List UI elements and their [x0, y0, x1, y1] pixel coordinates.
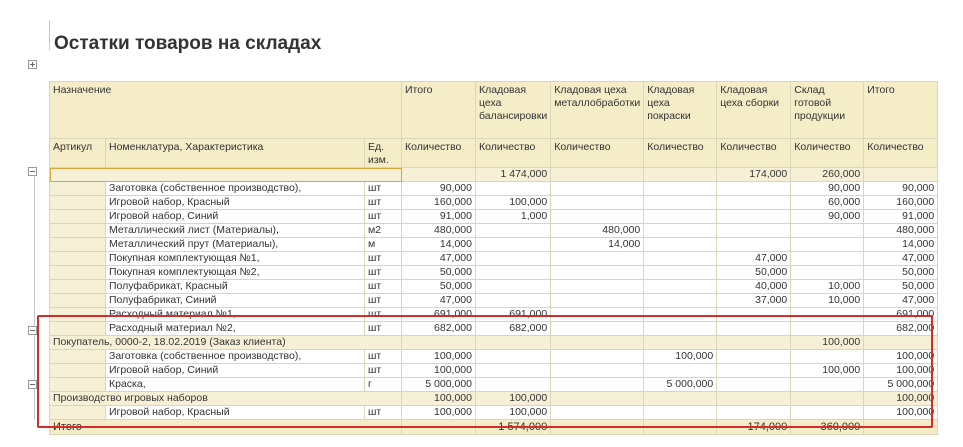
unit-cell[interactable]: шт [365, 266, 402, 280]
table-row[interactable] [50, 182, 938, 196]
qty-cell[interactable] [717, 308, 791, 322]
qty-cell[interactable]: 40,000 [717, 280, 791, 294]
qty-cell[interactable] [476, 294, 551, 308]
header-row-1 [50, 82, 938, 139]
total-cell [551, 420, 644, 435]
qty-cell[interactable]: 50,000 [402, 266, 476, 280]
qty-cell[interactable] [476, 266, 551, 280]
article-cell[interactable] [50, 350, 106, 364]
qty-cell[interactable]: 10,000 [791, 294, 864, 308]
table-row[interactable] [50, 280, 938, 294]
qty-cell[interactable] [476, 238, 551, 252]
header-finished-goods[interactable]: Склад готовой продукции [791, 82, 864, 139]
header-store-balancing[interactable]: Кладовая цеха балансировки [476, 82, 551, 139]
unit-cell[interactable]: шт [365, 210, 402, 224]
qty-cell[interactable]: 100,000 [402, 350, 476, 364]
qty-cell[interactable]: 90,000 [402, 182, 476, 196]
qty-cell[interactable]: 480,000 [864, 224, 938, 238]
qty-cell[interactable]: 50,000 [717, 266, 791, 280]
qty-cell[interactable]: 10,000 [791, 280, 864, 294]
unit-cell[interactable]: шт [365, 280, 402, 294]
qty-cell[interactable] [717, 406, 791, 420]
qty-cell[interactable] [644, 280, 717, 294]
nomenclature-cell[interactable]: Игровой набор, Красный [106, 196, 365, 210]
left-rule [49, 20, 50, 50]
qty-cell[interactable] [717, 182, 791, 196]
nomenclature-cell[interactable]: Краска, [106, 378, 365, 392]
qty-cell[interactable]: 100,000 [476, 392, 551, 406]
header-total[interactable]: Итого [402, 82, 476, 139]
qty-cell[interactable]: 480,000 [551, 224, 644, 238]
qty-cell[interactable]: 90,000 [864, 182, 938, 196]
header-qty[interactable]: Количество [717, 139, 791, 168]
report-table [49, 81, 938, 435]
qty-cell[interactable] [644, 182, 717, 196]
qty-cell[interactable] [717, 364, 791, 378]
qty-cell[interactable]: 91,000 [402, 210, 476, 224]
table-row[interactable] [50, 210, 938, 224]
nomenclature-cell[interactable]: Металлический прут (Материалы), [106, 238, 365, 252]
nomenclature-cell[interactable]: Игровой набор, Синий [106, 210, 365, 224]
header-qty[interactable]: Количество [644, 139, 717, 168]
article-cell[interactable] [50, 308, 106, 322]
table-row[interactable] [50, 378, 938, 392]
header-qty[interactable]: Количество [551, 139, 644, 168]
group-row[interactable] [50, 336, 938, 350]
qty-cell[interactable]: 100,000 [476, 406, 551, 420]
qty-cell[interactable] [791, 392, 864, 406]
qty-cell[interactable]: 260,000 [791, 168, 864, 182]
qty-cell[interactable] [791, 308, 864, 322]
qty-cell[interactable]: 100,000 [644, 350, 717, 364]
header-nomenclature[interactable]: Номенклатура, Характеристика [106, 139, 365, 168]
qty-cell[interactable]: 50,000 [402, 280, 476, 294]
article-cell[interactable] [50, 252, 106, 266]
qty-cell[interactable]: 100,000 [864, 406, 938, 420]
table-row[interactable] [50, 350, 938, 364]
qty-cell[interactable]: 100,000 [864, 364, 938, 378]
qty-cell[interactable] [644, 196, 717, 210]
header-qty[interactable]: Количество [864, 139, 938, 168]
qty-cell[interactable] [402, 336, 476, 350]
qty-cell[interactable] [476, 364, 551, 378]
unit-cell[interactable]: шт [365, 322, 402, 336]
group-name[interactable]: Покупатель, 0000-2, 18.02.2019 (Заказ клиента) [50, 336, 402, 350]
qty-cell[interactable]: 100,000 [402, 406, 476, 420]
qty-cell[interactable] [476, 280, 551, 294]
article-cell[interactable] [50, 406, 106, 420]
collapse-group-3-icon[interactable] [28, 380, 37, 389]
table-row[interactable] [50, 364, 938, 378]
qty-cell[interactable] [644, 364, 717, 378]
header-qty[interactable]: Количество [476, 139, 551, 168]
qty-cell[interactable] [791, 350, 864, 364]
qty-cell[interactable]: 1,000 [476, 210, 551, 224]
article-cell[interactable] [50, 196, 106, 210]
qty-cell[interactable]: 1 474,000 [476, 168, 551, 182]
qty-cell[interactable] [476, 378, 551, 392]
qty-cell[interactable]: 5 000,000 [402, 378, 476, 392]
qty-cell[interactable] [644, 224, 717, 238]
qty-cell[interactable]: 100,000 [864, 392, 938, 406]
total-label: Итого [50, 420, 402, 435]
qty-cell[interactable] [551, 378, 644, 392]
qty-cell[interactable] [476, 252, 551, 266]
table-row[interactable] [50, 406, 938, 420]
header-purpose[interactable]: Назначение [50, 82, 402, 139]
unit-cell[interactable]: м2 [365, 224, 402, 238]
qty-cell[interactable] [644, 252, 717, 266]
total-cell: 360,000 [791, 420, 864, 435]
qty-cell[interactable] [644, 168, 717, 182]
article-cell[interactable] [50, 182, 106, 196]
qty-cell[interactable]: 60,000 [791, 196, 864, 210]
group-row[interactable] [50, 168, 938, 182]
unit-cell[interactable]: г [365, 378, 402, 392]
qty-cell[interactable]: 50,000 [864, 266, 938, 280]
qty-cell[interactable] [791, 406, 864, 420]
nomenclature-cell[interactable]: Расходный материал №1, [106, 308, 365, 322]
qty-cell[interactable]: 682,000 [864, 322, 938, 336]
qty-cell[interactable]: 47,000 [402, 252, 476, 266]
unit-cell[interactable]: шт [365, 364, 402, 378]
article-cell[interactable] [50, 224, 106, 238]
qty-cell[interactable] [402, 168, 476, 182]
total-cell: 174,000 [717, 420, 791, 435]
nomenclature-cell[interactable]: Металлический лист (Материалы), [106, 224, 365, 238]
qty-cell[interactable] [551, 322, 644, 336]
total-cell [402, 420, 476, 435]
qty-cell[interactable]: 14,000 [402, 238, 476, 252]
table-row[interactable] [50, 238, 938, 252]
table-row[interactable] [50, 308, 938, 322]
qty-cell[interactable] [791, 378, 864, 392]
nomenclature-cell[interactable]: Полуфабрикат, Синий [106, 294, 365, 308]
total-cell: 1 574,000 [476, 420, 551, 435]
article-cell[interactable] [50, 280, 106, 294]
unit-cell[interactable]: шт [365, 196, 402, 210]
nomenclature-cell[interactable]: Расходный материал №2, [106, 322, 365, 336]
table-row[interactable] [50, 224, 938, 238]
nomenclature-cell[interactable]: Игровой набор, Красный [106, 406, 365, 420]
qty-cell[interactable] [551, 280, 644, 294]
unit-cell[interactable]: шт [365, 350, 402, 364]
qty-cell[interactable]: 160,000 [402, 196, 476, 210]
qty-cell[interactable]: 47,000 [864, 294, 938, 308]
qty-cell[interactable]: 691,000 [402, 308, 476, 322]
qty-cell[interactable]: 5 000,000 [864, 378, 938, 392]
qty-cell[interactable] [791, 252, 864, 266]
qty-cell[interactable] [551, 168, 644, 182]
qty-cell[interactable] [551, 196, 644, 210]
qty-cell[interactable]: 682,000 [476, 322, 551, 336]
total-cell [864, 420, 938, 435]
qty-cell[interactable]: 100,000 [791, 364, 864, 378]
header-unit[interactable]: Ед. изм. [365, 139, 402, 168]
group-row[interactable] [50, 392, 938, 406]
qty-cell[interactable] [476, 350, 551, 364]
qty-cell[interactable] [644, 308, 717, 322]
qty-cell[interactable]: 480,000 [402, 224, 476, 238]
header-article[interactable]: Артикул [50, 139, 106, 168]
qty-cell[interactable] [791, 266, 864, 280]
qty-cell[interactable]: 100,000 [402, 364, 476, 378]
qty-cell[interactable]: 50,000 [864, 280, 938, 294]
qty-cell[interactable] [551, 210, 644, 224]
qty-cell[interactable] [644, 336, 717, 350]
nomenclature-cell[interactable]: Заготовка (собственное производство), [106, 350, 365, 364]
total-cell [644, 420, 717, 435]
page-title: Остатки товаров на складах [54, 33, 322, 54]
qty-cell[interactable]: 37,000 [717, 294, 791, 308]
header-store-assembly[interactable]: Кладовая цеха сборки [717, 82, 791, 139]
unit-cell[interactable]: шт [365, 252, 402, 266]
qty-cell[interactable] [644, 406, 717, 420]
unit-cell[interactable]: шт [365, 308, 402, 322]
nomenclature-cell[interactable]: Заготовка (собственное производство), [106, 182, 365, 196]
qty-cell[interactable] [551, 336, 644, 350]
qty-cell[interactable]: 5 000,000 [644, 378, 717, 392]
nomenclature-cell[interactable]: Покупная комплектующая №2, [106, 266, 365, 280]
collapse-group-1-icon[interactable] [28, 167, 37, 176]
qty-cell[interactable] [717, 350, 791, 364]
article-cell[interactable] [50, 210, 106, 224]
unit-cell[interactable]: шт [365, 182, 402, 196]
header-row-2 [50, 139, 938, 168]
qty-cell[interactable] [551, 252, 644, 266]
qty-cell[interactable] [551, 182, 644, 196]
nomenclature-cell[interactable]: Полуфабрикат, Красный [106, 280, 365, 294]
qty-cell[interactable] [551, 392, 644, 406]
qty-cell[interactable]: 160,000 [864, 196, 938, 210]
article-cell[interactable] [50, 378, 106, 392]
qty-cell[interactable] [791, 238, 864, 252]
qty-cell[interactable]: 47,000 [402, 294, 476, 308]
article-cell[interactable] [50, 294, 106, 308]
article-cell[interactable] [50, 238, 106, 252]
qty-cell[interactable]: 100,000 [791, 336, 864, 350]
header-qty[interactable]: Количество [402, 139, 476, 168]
group-name[interactable]: Производство игровых наборов [50, 392, 402, 406]
qty-cell[interactable]: 691,000 [476, 308, 551, 322]
table-row[interactable] [50, 196, 938, 210]
qty-cell[interactable] [717, 224, 791, 238]
table-row[interactable] [50, 294, 938, 308]
qty-cell[interactable] [476, 336, 551, 350]
qty-cell[interactable] [717, 336, 791, 350]
nomenclature-cell[interactable]: Игровой набор, Синий [106, 364, 365, 378]
qty-cell[interactable] [644, 210, 717, 224]
qty-cell[interactable] [644, 266, 717, 280]
qty-cell[interactable]: 47,000 [864, 252, 938, 266]
nomenclature-cell[interactable]: Покупная комплектующая №1, [106, 252, 365, 266]
unit-cell[interactable]: м [365, 238, 402, 252]
unit-cell[interactable]: шт [365, 406, 402, 420]
qty-cell[interactable]: 691,000 [864, 308, 938, 322]
qty-cell[interactable] [791, 224, 864, 238]
qty-cell[interactable] [791, 322, 864, 336]
qty-cell[interactable] [717, 238, 791, 252]
qty-cell[interactable] [644, 392, 717, 406]
table-row[interactable] [50, 266, 938, 280]
qty-cell[interactable]: 14,000 [551, 238, 644, 252]
group-name[interactable] [50, 168, 402, 182]
qty-cell[interactable] [551, 308, 644, 322]
qty-cell[interactable] [644, 238, 717, 252]
article-cell[interactable] [50, 322, 106, 336]
table-row[interactable] [50, 322, 938, 336]
qty-cell[interactable]: 47,000 [717, 252, 791, 266]
qty-cell[interactable] [717, 322, 791, 336]
qty-cell[interactable]: 100,000 [864, 350, 938, 364]
article-cell[interactable] [50, 266, 106, 280]
qty-cell[interactable] [864, 168, 938, 182]
qty-cell[interactable] [551, 364, 644, 378]
qty-cell[interactable]: 90,000 [791, 210, 864, 224]
qty-cell[interactable]: 91,000 [864, 210, 938, 224]
qty-cell[interactable] [717, 392, 791, 406]
qty-cell[interactable] [644, 294, 717, 308]
qty-cell[interactable] [551, 294, 644, 308]
total-row[interactable] [50, 420, 938, 435]
qty-cell[interactable] [644, 322, 717, 336]
header-store-metal[interactable]: Кладовая цеха металлобработки [551, 82, 644, 139]
qty-cell[interactable] [717, 196, 791, 210]
qty-cell[interactable]: 100,000 [402, 392, 476, 406]
qty-cell[interactable] [717, 210, 791, 224]
expand-all-icon[interactable] [28, 60, 37, 69]
qty-cell[interactable] [717, 378, 791, 392]
unit-cell[interactable]: шт [365, 294, 402, 308]
qty-cell[interactable] [476, 182, 551, 196]
qty-cell[interactable]: 90,000 [791, 182, 864, 196]
article-cell[interactable] [50, 364, 106, 378]
qty-cell[interactable]: 100,000 [476, 196, 551, 210]
collapse-group-2-icon[interactable] [28, 326, 37, 335]
qty-cell[interactable] [864, 336, 938, 350]
qty-cell[interactable] [551, 350, 644, 364]
qty-cell[interactable] [476, 224, 551, 238]
header-store-paint[interactable]: Кладовая цеха покраски [644, 82, 717, 139]
header-total-2[interactable]: Итого [864, 82, 938, 139]
qty-cell[interactable]: 14,000 [864, 238, 938, 252]
header-qty[interactable]: Количество [791, 139, 864, 168]
qty-cell[interactable]: 174,000 [717, 168, 791, 182]
qty-cell[interactable]: 682,000 [402, 322, 476, 336]
qty-cell[interactable] [551, 406, 644, 420]
table-row[interactable] [50, 252, 938, 266]
qty-cell[interactable] [551, 266, 644, 280]
